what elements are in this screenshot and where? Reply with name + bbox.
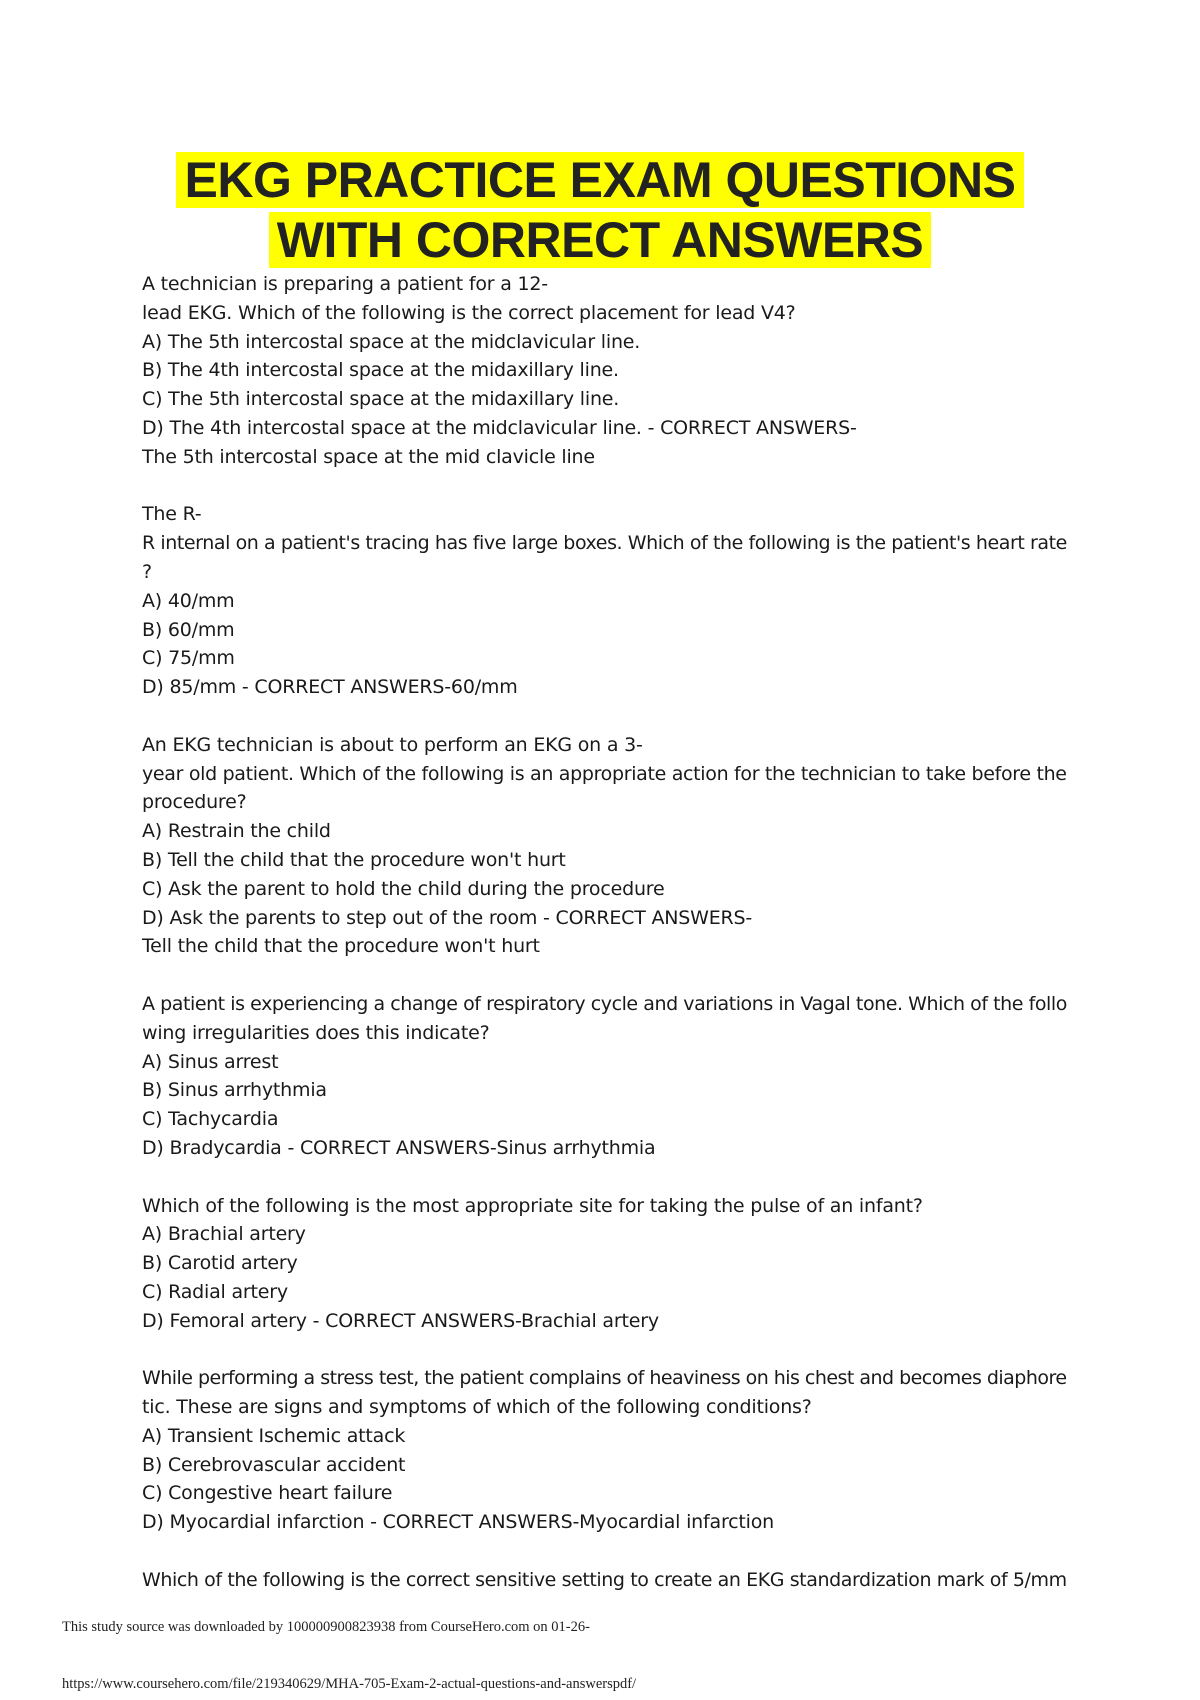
question-spacer bbox=[142, 1335, 1072, 1364]
question-spacer bbox=[142, 1537, 1072, 1566]
question-line: An EKG technician is about to perform an EKG on a 3- bbox=[142, 733, 643, 756]
question-line: A) Transient Ischemic attack bbox=[142, 1424, 406, 1447]
question-block bbox=[142, 731, 1072, 961]
question-line: C) Tachycardia bbox=[142, 1108, 279, 1131]
question-line: A patient is experiencing a change of respiratory cycle and variations in Vagal tone. Which of the follo bbox=[142, 992, 1067, 1015]
question-line: R internal on a patient's tracing has five large boxes. Which of the following is the patient's heart rate bbox=[142, 532, 1067, 555]
question-line: C) 75/mm bbox=[142, 647, 235, 670]
question-block bbox=[142, 990, 1072, 1163]
question-line: D) Bradycardia - CORRECT ANSWERS-Sinus arrhythmia bbox=[142, 1136, 656, 1159]
question-line: C) Congestive heart failure bbox=[142, 1482, 393, 1505]
title-line-1: EKG PRACTICE EXAM QUESTIONS bbox=[176, 152, 1023, 208]
question-spacer bbox=[142, 961, 1072, 990]
question-line: tic. These are signs and symptoms of which of the following conditions? bbox=[142, 1396, 812, 1419]
question-line: Tell the child that the procedure won't hurt bbox=[142, 935, 540, 958]
question-block bbox=[142, 1364, 1072, 1537]
document-title bbox=[0, 150, 1200, 270]
question-line: ? bbox=[142, 560, 152, 583]
question-line: D) Myocardial infarction - CORRECT ANSWERS-Myocardial infarction bbox=[142, 1511, 774, 1534]
question-line: A) The 5th intercostal space at the midclavicular line. bbox=[142, 330, 641, 353]
question-line: B) The 4th intercostal space at the midaxillary line. bbox=[142, 359, 619, 382]
question-line: C) Ask the parent to hold the child during the procedure bbox=[142, 877, 665, 900]
question-block bbox=[142, 1566, 1072, 1595]
question-line: year old patient. Which of the following is an appropriate action for the technician to take before the bbox=[142, 762, 1067, 785]
question-line: B) Tell the child that the procedure won't hurt bbox=[142, 848, 566, 871]
question-block bbox=[142, 1192, 1072, 1336]
question-line: While performing a stress test, the patient complains of heaviness on his chest and becomes diaphore bbox=[142, 1367, 1067, 1390]
question-line: A) 40/mm bbox=[142, 589, 235, 612]
question-list bbox=[142, 270, 1072, 1595]
question-line: A) Restrain the child bbox=[142, 820, 331, 843]
question-line: B) Carotid artery bbox=[142, 1252, 298, 1275]
question-spacer bbox=[142, 1163, 1072, 1192]
question-line: procedure? bbox=[142, 791, 247, 814]
question-line: The 5th intercostal space at the mid clavicle line bbox=[142, 445, 595, 468]
question-line: D) Femoral artery - CORRECT ANSWERS-Brachial artery bbox=[142, 1309, 659, 1332]
question-line: D) The 4th intercostal space at the midclavicular line. - CORRECT ANSWERS- bbox=[142, 416, 857, 439]
question-line: B) Cerebrovascular accident bbox=[142, 1453, 406, 1476]
question-line: wing irregularities does this indicate? bbox=[142, 1021, 490, 1044]
question-line: A) Sinus arrest bbox=[142, 1050, 279, 1073]
question-line: B) Sinus arrhythmia bbox=[142, 1079, 327, 1102]
question-spacer bbox=[142, 702, 1072, 731]
source-url: https://www.coursehero.com/file/219340629/MHA-705-Exam-2-actual-questions-and-answerspdf/ bbox=[62, 1676, 637, 1692]
question-line: Which of the following is the most appropriate site for taking the pulse of an infant? bbox=[142, 1194, 923, 1217]
download-note: This study source was downloaded by 100000900823938 from CourseHero.com on 01-26- bbox=[62, 1619, 590, 1635]
question-line: C) The 5th intercostal space at the midaxillary line. bbox=[142, 388, 620, 411]
question-line: D) Ask the parents to step out of the room - CORRECT ANSWERS- bbox=[142, 906, 753, 929]
question-line: A technician is preparing a patient for a 12- bbox=[142, 273, 548, 295]
question-block bbox=[142, 270, 1072, 472]
question-line: A) Brachial artery bbox=[142, 1223, 306, 1246]
question-line: lead EKG. Which of the following is the correct placement for lead V4? bbox=[142, 301, 796, 324]
question-line: The R- bbox=[142, 503, 202, 526]
question-line: C) Radial artery bbox=[142, 1280, 288, 1303]
question-line: B) 60/mm bbox=[142, 618, 235, 641]
title-line-2: WITH CORRECT ANSWERS bbox=[269, 212, 931, 268]
question-line: Which of the following is the correct sensitive setting to create an EKG standardization mark of 5/mm bbox=[142, 1568, 1067, 1591]
question-block bbox=[142, 500, 1072, 702]
question-spacer bbox=[142, 472, 1072, 501]
question-line: D) 85/mm - CORRECT ANSWERS-60/mm bbox=[142, 676, 518, 699]
